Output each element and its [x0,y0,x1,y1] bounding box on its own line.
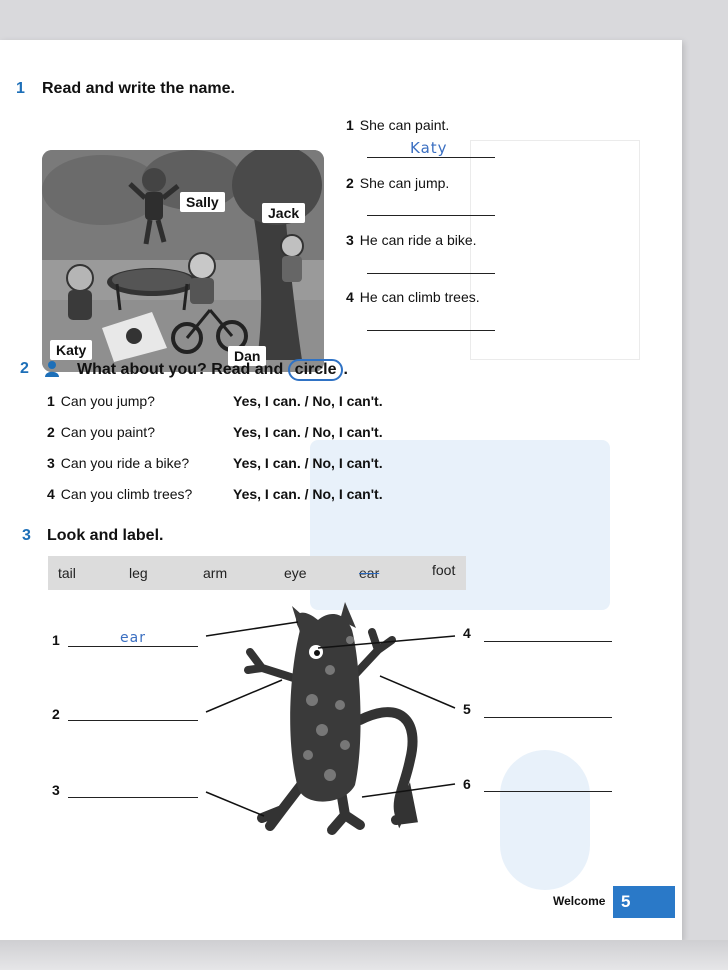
question-number: 3 [346,232,354,248]
page-shadow [0,940,728,970]
item-2-2 [47,424,155,440]
item-2-4 [47,486,192,502]
item-question: Can you paint? [60,424,155,440]
label-dan: Dan [228,346,266,366]
item-number: 2 [47,424,55,440]
word-leg: leg [129,565,148,581]
label-number-1: 1 [52,632,60,648]
item-question: Can you climb trees? [60,486,193,502]
label-number-5: 5 [463,701,471,717]
item-2-2-options[interactable]: Yes, I can. / No, I can't. [233,424,383,440]
question-1-1 [346,117,449,133]
label-number-2: 2 [52,706,60,722]
item-2-3 [47,455,189,471]
question-number: 4 [346,289,354,305]
item-question: Can you ride a bike? [60,455,190,471]
question-1-2 [346,175,449,191]
label-line-3[interactable] [68,797,198,798]
workbook-page [0,40,682,940]
question-1-3 [346,232,477,248]
answer-line-1-2[interactable] [367,215,495,216]
footer-section: Welcome [553,894,606,908]
item-2-3-options[interactable]: Yes, I can. / No, I can't. [233,455,383,471]
label-number-3: 3 [52,782,60,798]
item-question: Can you jump? [60,393,155,409]
item-2-1 [47,393,155,409]
park-illustration [42,150,324,372]
word-bank [48,556,466,590]
title-text: What about you? Read and [77,361,288,378]
section-number-1: 1 [16,80,25,97]
question-text: He can climb trees. [359,289,480,305]
label-line-4[interactable] [484,641,612,642]
item-2-4-options[interactable]: Yes, I can. / No, I can't. [233,486,383,502]
section-title-2 [77,359,348,381]
answer-line-1-1[interactable] [367,157,495,158]
question-number: 1 [346,117,354,133]
title-period: . [343,361,348,378]
word-eye: eye [284,565,307,581]
section-title-1: Read and write the name. [42,80,235,97]
label-line-5[interactable] [484,717,612,718]
answer-1-1: Katy [410,139,448,157]
word-foot: foot [432,562,456,578]
label-number-6: 6 [463,776,471,792]
answer-line-1-3[interactable] [367,273,495,274]
question-text: She can jump. [359,175,450,191]
label-line-6[interactable] [484,791,612,792]
park-picture [42,150,324,372]
word-tail: tail [58,565,76,581]
question-1-4 [346,289,480,305]
question-number: 2 [346,175,354,191]
label-line-1[interactable] [68,646,198,647]
label-jack: Jack [262,203,305,223]
item-number: 4 [47,486,55,502]
item-2-1-options[interactable]: Yes, I can. / No, I can't. [233,393,383,409]
circled-word: circle [288,359,344,381]
item-number: 1 [47,393,55,409]
section-number-3: 3 [22,527,31,544]
answer-line-1-4[interactable] [367,330,495,331]
question-text: He can ride a bike. [359,232,477,248]
label-answer-1: ear [120,630,146,646]
label-line-2[interactable] [68,720,198,721]
section-number-2: 2 [20,360,29,377]
label-number-4: 4 [463,625,471,641]
question-text: She can paint. [359,117,450,133]
page-number: 5 [613,886,675,918]
word-ear: ear [359,565,380,581]
person-icon [44,360,60,383]
label-katy: Katy [50,340,92,360]
item-number: 3 [47,455,55,471]
section-title-3: Look and label. [47,527,164,544]
label-sally: Sally [180,192,225,212]
word-arm: arm [203,565,228,581]
